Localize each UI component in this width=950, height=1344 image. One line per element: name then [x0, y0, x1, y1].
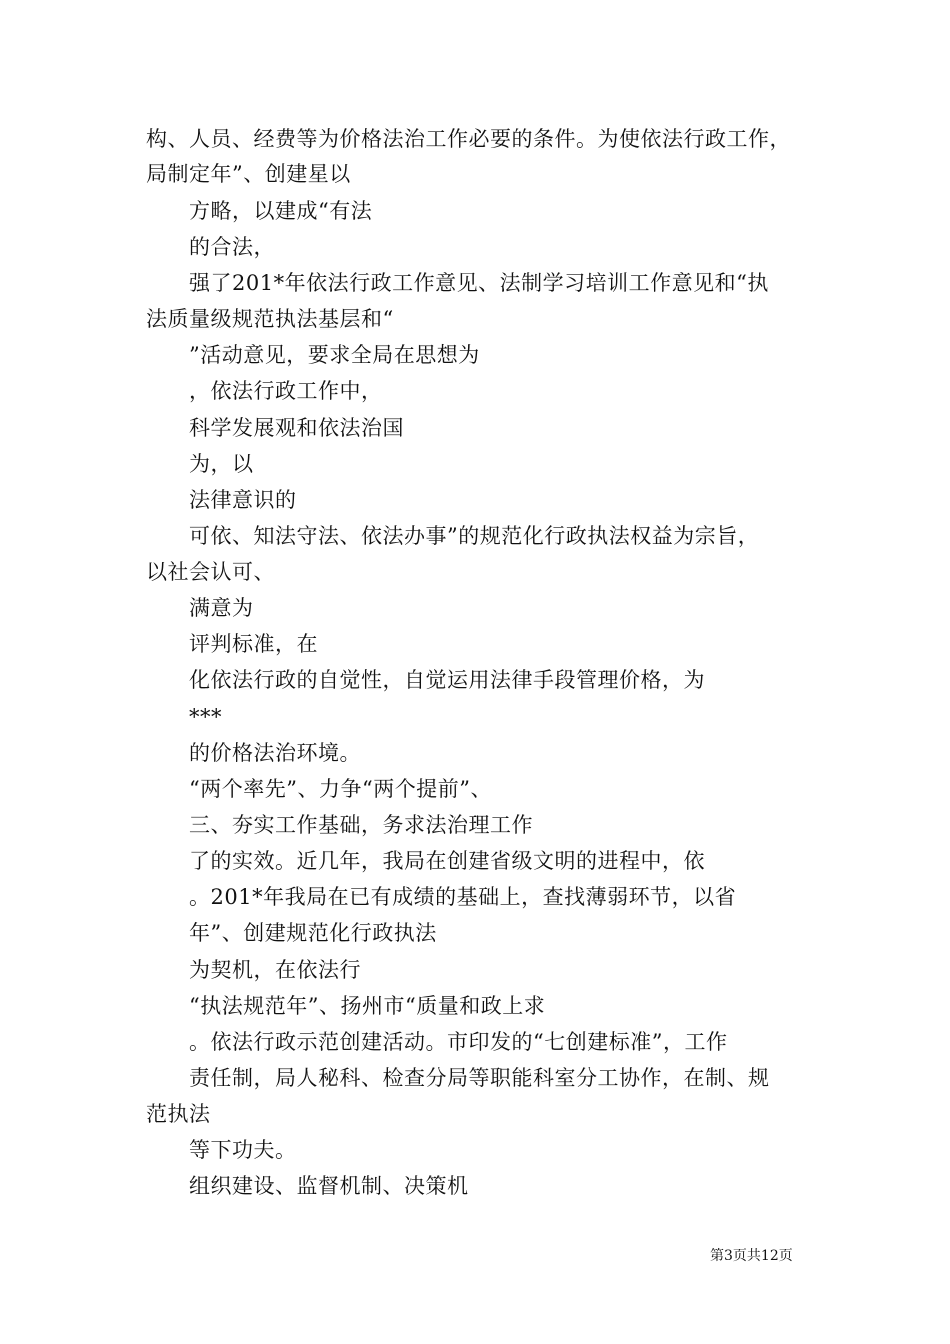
- text-line: 以社会认可、: [146, 560, 275, 584]
- text-line: 的合法，: [189, 235, 275, 259]
- text-line: “执法规范年”、扬州市“质量和政上求: [189, 994, 546, 1018]
- text-line: 。201*年我局在已有成绩的基础上，查找薄弱环节，以省: [189, 885, 737, 909]
- text-line: 三、夯实工作基础，务求法治理工作: [189, 813, 533, 837]
- text-line: 年”、创建规范化行政执法: [189, 921, 437, 945]
- text-line: 评判标准，在: [189, 632, 318, 656]
- text-line: 方略，以建成“有法: [189, 199, 373, 223]
- text-line: 化依法行政的自觉性，自觉运用法律手段管理价格，为: [189, 668, 705, 692]
- text-line: 了的实效。近几年，我局在创建省级文明的进程中，依: [189, 849, 705, 873]
- text-line: 局制定年”、创建星以: [146, 162, 351, 186]
- text-line: 构、人员、经费等为价格法治工作必要的条件。为使依法行政工作，: [146, 127, 791, 151]
- text-line: 为，以: [189, 452, 254, 476]
- text-line: 法质量级规范执法基层和“: [146, 307, 394, 331]
- text-line: 的价格法治环境。: [189, 741, 361, 765]
- text-line: 等下功夫。: [189, 1138, 297, 1162]
- text-line: 责任制，局人秘科、检查分局等职能科室分工协作，在制、规: [189, 1066, 770, 1090]
- text-line: 可依、知法守法、依法办事”的规范化行政执法权益为宗旨，: [189, 524, 760, 548]
- text-line: 。依法行政示范创建活动。市印发的“七创建标准”，工作: [189, 1030, 728, 1054]
- text-line: “两个率先”、力争“两个提前”、: [189, 777, 492, 801]
- page-number-footer: 第3页共12页: [710, 1248, 793, 1264]
- text-line: ***: [189, 705, 222, 729]
- text-line: 组织建设、监督机制、决策机: [189, 1174, 469, 1198]
- text-line: 范执法: [146, 1102, 211, 1126]
- text-line: ，依法行政工作中，: [189, 379, 383, 403]
- text-line: 法律意识的: [189, 488, 297, 512]
- text-line: 为契机，在依法行: [189, 958, 361, 982]
- text-line: 强了201*年依法行政工作意见、法制学习培训工作意见和“执: [189, 271, 769, 295]
- text-line: ”活动意见，要求全局在思想为: [189, 343, 480, 367]
- text-line: 科学发展观和依法治国: [189, 416, 404, 440]
- text-line: 满意为: [189, 596, 254, 620]
